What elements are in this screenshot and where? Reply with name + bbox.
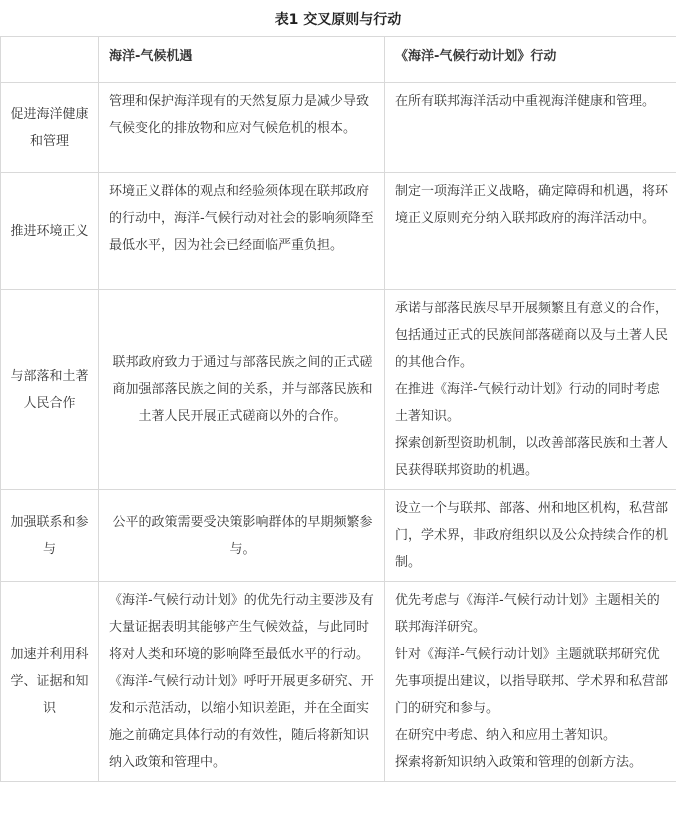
- opportunity-text: 《海洋-气候行动计划》的优先行动主要涉及有大量证据表明其能够产生气候效益，与此同时将对人类和环境的影响降至最低水平的行动。: [109, 593, 374, 662]
- header-principle: [1, 37, 99, 83]
- table-caption: 表1 交叉原则与行动: [274, 12, 402, 28]
- opportunity-cell: [99, 290, 385, 490]
- action-text: 在推进《海洋-气候行动计划》行动的同时考虑土著知识。: [395, 382, 660, 424]
- action-text: 优先考虑与《海洋-气候行动计划》主题相关的联邦海洋研究。: [395, 593, 660, 635]
- principle-cell: 推进环境正义: [1, 173, 99, 290]
- table-row: [1, 290, 676, 490]
- opportunity-cell: [99, 173, 385, 290]
- action-text: 承诺与部落民族尽早开展频繁且有意义的合作，包括通过正式的民族间部落磋商以及与土著人民的其他合作。: [395, 301, 669, 370]
- opportunity-cell: [99, 582, 385, 782]
- opportunity-text: 环境正义群体的观点和经验须体现在联邦政府的行动中，海洋-气候行动对社会的影响须降至最低水平，因为社会已经面临严重负担。: [109, 184, 374, 253]
- principle-cell: 促进海洋健康和管理: [1, 83, 99, 173]
- principles-actions-table: [0, 36, 676, 782]
- actions-cell: [385, 290, 676, 490]
- header-actions: 《海洋-气候行动计划》行动: [385, 37, 676, 83]
- table-row: [1, 83, 676, 173]
- header-opportunity: 海洋-气候机遇: [99, 37, 385, 83]
- principle-cell: 与部落和土著人民合作: [1, 290, 99, 490]
- action-text: 制定一项海洋正义战略，确定障碍和机遇，将环境正义原则充分纳入联邦政府的海洋活动中。: [395, 184, 669, 226]
- opportunity-text: 联邦政府致力于通过与部落民族之间的正式磋商加强部落民族之间的关系，并与部落民族和土著人民开展正式磋商以外的合作。: [112, 355, 373, 424]
- opportunity-text: 《海洋-气候行动计划》呼吁开展更多研究、开发和示范活动，以缩小知识差距，并在全面实施之前确定具体行动的有效性，随后将新知识纳入政策和管理中。: [109, 674, 374, 770]
- table-header-row: [1, 37, 676, 83]
- opportunity-cell: [99, 83, 385, 173]
- action-text: 探索创新型资助机制，以改善部落民族和土著人民获得联邦资助的机遇。: [395, 436, 669, 478]
- action-text: 设立一个与联邦、部落、州和地区机构，私营部门，学术界，非政府组织以及公众持续合作的机制。: [395, 501, 669, 570]
- opportunity-cell: [99, 490, 385, 582]
- action-text: 探索将新知识纳入政策和管理的创新方法。: [395, 755, 643, 770]
- opportunity-text: 公平的政策需要受决策影响群体的早期频繁参与。: [112, 514, 373, 557]
- action-text: 在所有联邦海洋活动中重视海洋健康和管理。: [395, 94, 656, 109]
- action-text: 针对《海洋-气候行动计划》主题就联邦研究优先事项提出建议，以指导联邦、学术界和私营部门的研究和参与。: [395, 647, 669, 716]
- table-row: [1, 582, 676, 782]
- table-row: [1, 490, 676, 582]
- actions-cell: [385, 173, 676, 290]
- principle-cell: 加速并利用科学、证据和知识: [1, 582, 99, 782]
- actions-cell: [385, 582, 676, 782]
- principle-cell: 加强联系和参与: [1, 490, 99, 582]
- actions-cell: [385, 490, 676, 582]
- action-text: 在研究中考虑、纳入和应用土著知识。: [395, 728, 617, 743]
- table-row: [1, 173, 676, 290]
- opportunity-text: 管理和保护海洋现有的天然复原力是减少导致气候变化的排放物和应对气候危机的根本。: [109, 94, 370, 136]
- actions-cell: [385, 83, 676, 173]
